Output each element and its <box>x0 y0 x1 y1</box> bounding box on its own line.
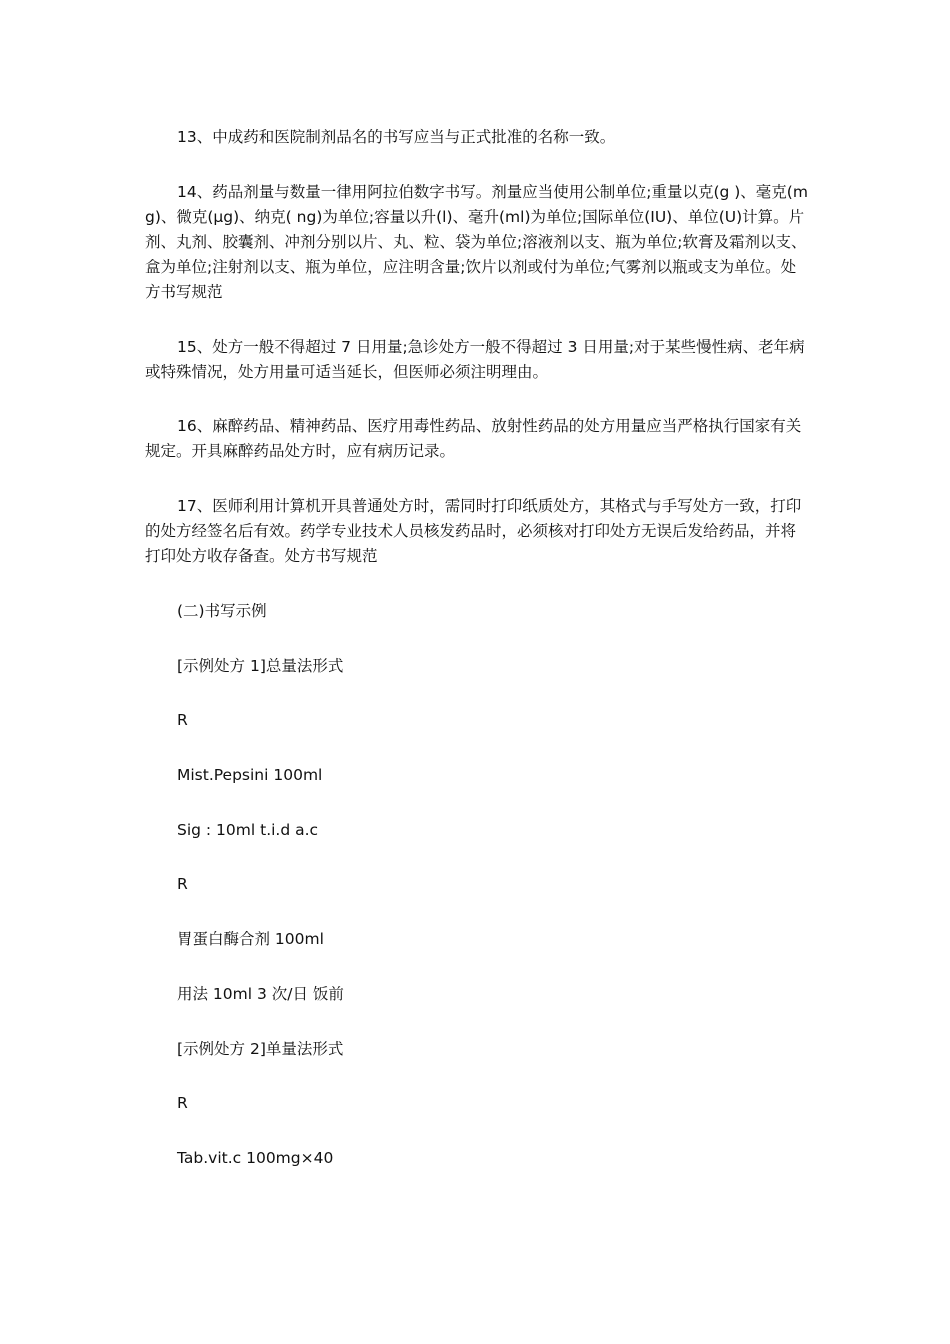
example-heading: (二)书写示例 <box>177 602 267 620</box>
example2-latin-drug: Tab.vit.c 100mg×40 <box>177 1149 334 1167</box>
paragraph-17: 17、医师利用计算机开具普通处方时，需同时打印纸质处方，其格式与手写处方一致，打印的处方经签名后有效。药学专业技术人员核发药品时，必须核对打印处方无误后发给药品，并将打印处方收存备查。处方书写规范 <box>145 497 802 565</box>
example1-r-symbol: R <box>177 711 188 729</box>
example1-cn-drug: 胃蛋白酶合剂 100ml <box>177 930 324 948</box>
paragraph-15: 15、处方一般不得超过 7 日用量;急诊处方一般不得超过 3 日用量;对于某些慢性病、老年病或特殊情况，处方用量可适当延长，但医师必须注明理由。 <box>145 338 805 381</box>
example1-title: [示例处方 1]总量法形式 <box>177 657 344 675</box>
example1-cn-usage: 用法 10ml 3 次/日 饭前 <box>177 985 344 1003</box>
paragraph-13: 13、中成药和医院制剂品名的书写应当与正式批准的名称一致。 <box>177 128 616 146</box>
paragraph-14: 14、药品剂量与数量一律用阿拉伯数字书写。剂量应当使用公制单位;重量以克(g )、毫克(mg)、微克(μg)、纳克( ng)为单位;容量以升(l)、毫升(ml)为单位;国际单位(IU)、单位(U)计算。片剂、丸剂、胶囊剂、冲剂分别以片、丸、粒、袋为单位;溶液剂以支、瓶为单位;软膏及霜剂以支、盒为单位;注射剂以支、瓶为单位，应注明含量;饮片以剂或付为单位;气雾剂以瓶或支为单位。处方书写规范 <box>145 183 808 301</box>
example2-title: [示例处方 2]单量法形式 <box>177 1040 344 1058</box>
example1-r-symbol-2: R <box>177 875 188 893</box>
example1-latin-sig: Sig : 10ml t.i.d a.c <box>177 821 319 839</box>
example2-r-symbol: R <box>177 1094 188 1112</box>
paragraph-16: 16、麻醉药品、精神药品、医疗用毒性药品、放射性药品的处方用量应当严格执行国家有关规定。开具麻醉药品处方时，应有病历记录。 <box>145 417 802 460</box>
example1-latin-drug: Mist.Pepsini 100ml <box>177 766 323 784</box>
